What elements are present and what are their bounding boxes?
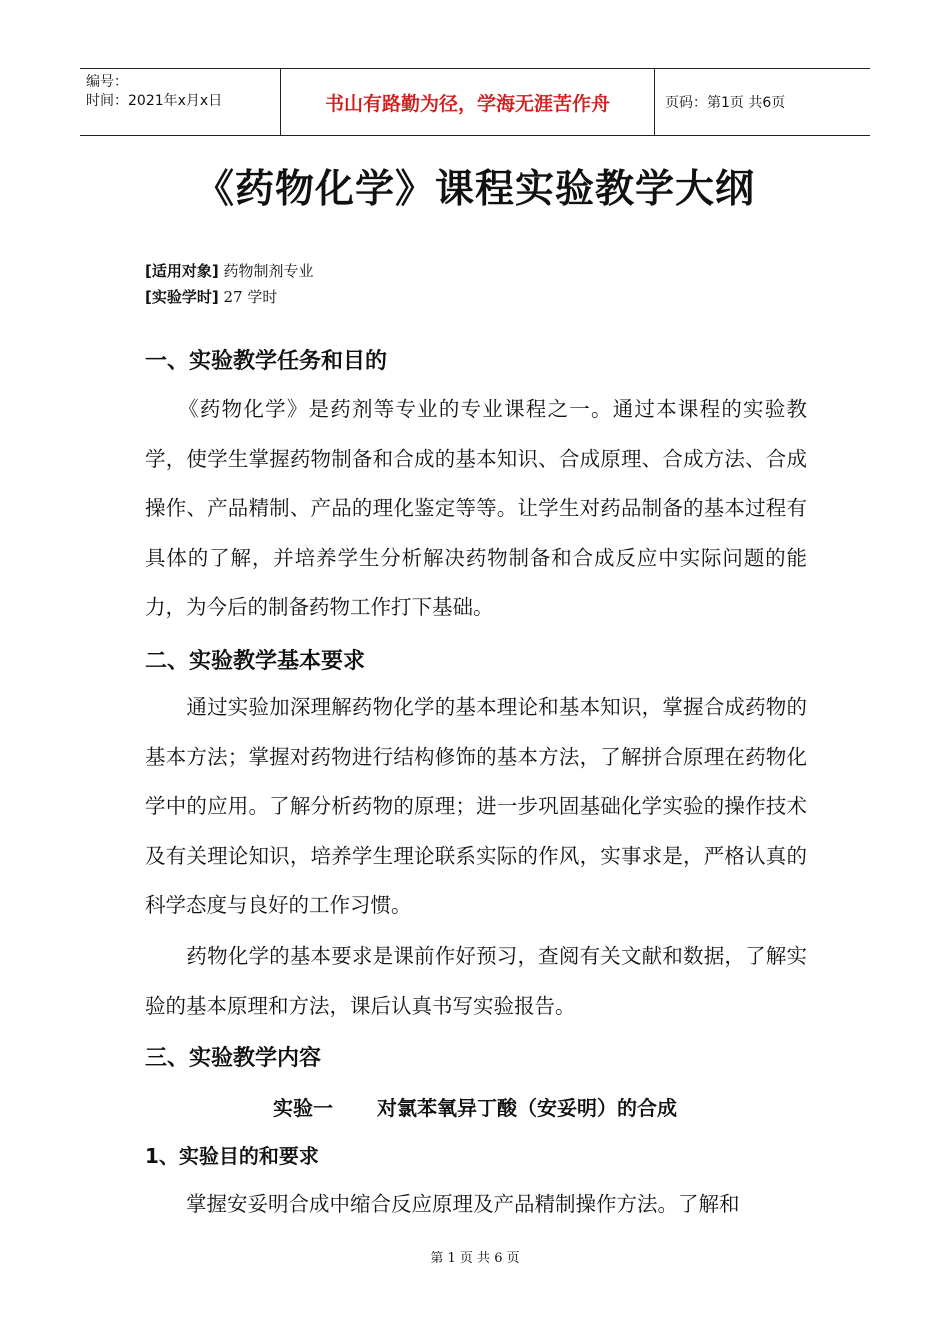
subsection-heading: 1、实验目的和要求 xyxy=(145,1144,319,1168)
meta-target xyxy=(145,261,314,281)
page-footer: 第 1 页 共 6 页 xyxy=(430,1251,520,1266)
section-2-paragraph-1: 通过实验加深理解药物化学的基本理论和基本知识，掌握合成药物的基本方法；掌握对药物进行结构修饰的基本方法，了解拼合原理在药物化学中的应用。了解分析药物的原理；进一步巩固基础化学实验的操作技术及有关理论知识，培养学生理论联系实际的作风，实事求是，严格认真的科学态度与良好的工作习惯。 xyxy=(145,695,807,917)
section-2-paragraph-2: 药物化学的基本要求是课前作好预习，查阅有关文献和数据，了解实验的基本原理和方法，课后认真书写实验报告。 xyxy=(145,944,807,1018)
meta-key: [实验学时] xyxy=(145,288,219,306)
header-table xyxy=(80,68,870,136)
motto: 书山有路勤为径，学海无涯苦作舟 xyxy=(280,69,655,135)
document-title: 《药物化学》课程实验教学大纲 xyxy=(194,167,755,212)
meta-value: 药物制剂专业 xyxy=(218,262,314,280)
section-2-heading: 二、实验教学基本要求 xyxy=(145,649,366,674)
meta-hours xyxy=(145,287,277,307)
section-1-paragraph: 《药物化学》是药剂等专业的专业课程之一。通过本课程的实验教学，使学生掌握药物制备和合成的基本知识、合成原理、合成方法、合成操作、产品精制、产品的理化鉴定等等。让学生对药品制备的基本过程有具体的了解，并培养学生分析解决药物制备和合成反应中实际问题的能力，为今后的制备药物工作打下基础。 xyxy=(145,397,807,619)
section-1-heading: 一、实验教学任务和目的 xyxy=(145,349,388,374)
header-left-cell xyxy=(80,69,280,135)
experiment-label: 实验一 xyxy=(273,1096,333,1120)
date-label: 时间：2021年x月x日 xyxy=(86,93,223,109)
section-3-heading: 三、实验教学内容 xyxy=(145,1046,322,1071)
meta-value: 27 学时 xyxy=(218,288,278,306)
subsection-paragraph: 掌握安妥明合成中缩合反应原理及产品精制操作方法。了解和 xyxy=(145,1192,740,1216)
number-label: 编号： xyxy=(86,74,128,90)
experiment-name: 对氯苯氧异丁酸（安妥明）的合成 xyxy=(377,1096,677,1120)
meta-key: [适用对象] xyxy=(145,262,219,280)
page-info: 页码：第1页 共6页 xyxy=(665,95,786,111)
experiment-title xyxy=(0,1092,950,1121)
